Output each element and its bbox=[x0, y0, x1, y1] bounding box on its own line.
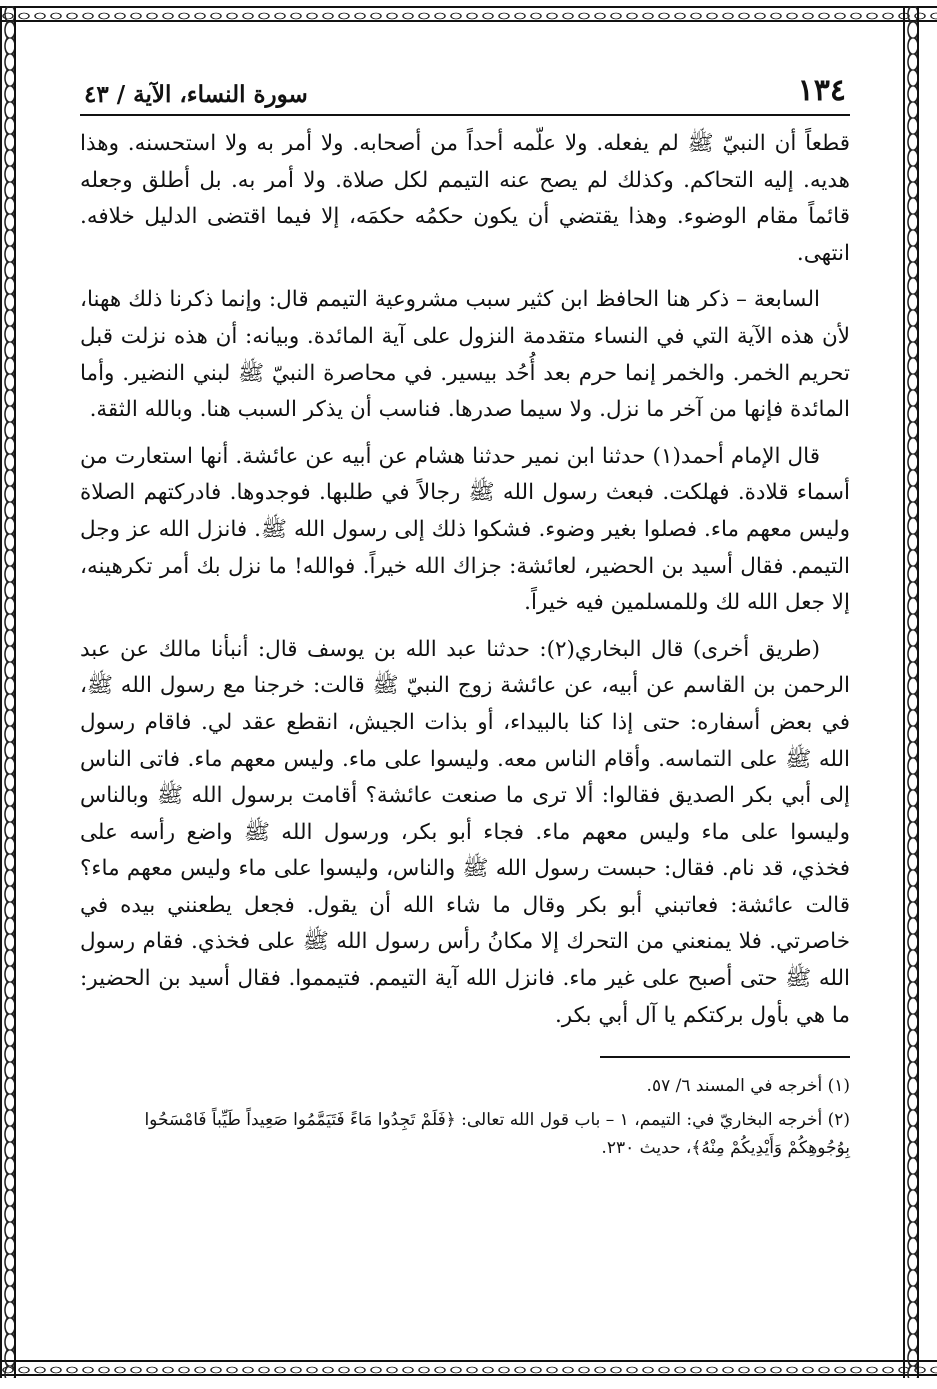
decorative-border-top bbox=[0, 6, 937, 22]
footnote-separator bbox=[600, 1056, 850, 1058]
page-number: ١٣٤ bbox=[797, 73, 846, 108]
main-text bbox=[80, 126, 850, 1034]
paragraph-4: (طريق أخرى) قال البخاري(٢): حدثنا عبد الله بن يوسف قال: أنبأنا مالك عن عبد الرحمن بن القاسم عن أبيه، عن عائشة زوج النبيّ ﷺ قالت: خرجنا مع رسول الله ﷺ، في بعض أسفاره: حتى إذا كنا بالبيداء، أو بذات الجيش، انقطع عقد لي. فاقام رسول الله ﷺ على التماسه. وأقام الناس معه. وليسوا على ماء. وليس معهم ماء. فاتى الناس إلى أبي بكر الصديق فقالوا: ألا ترى ما صنعت عائشة؟ أقامت برسول الله ﷺ وبالناس وليسوا على ماء وليس معهم ماء. فجاء أبو بكر، ورسول الله ﷺ واضع رأسه على فخذي، قد نام. فقال: حبست رسول الله ﷺ والناس، وليسوا على ماء وليس معهم ماء؟ قالت عائشة: فعاتبني أبو بكر وقال ما شاء الله أن يقول. فجعل يطعنني بيده في خاصرتي. فلا يمنعني من التحرك إلا مكانُ رأس رسول الله ﷺ على فخذي. فقام رسول الله ﷺ حتى أصبح على غير ماء. فانزل الله آية التيمم. فتيمموا. فقال أسيد بن الحضير: ما هي بأول بركتكم يا آل أبي بكر. bbox=[80, 636, 851, 1028]
decorative-border-bottom bbox=[0, 1360, 937, 1376]
page-header bbox=[80, 58, 850, 116]
footnote-1: (١) أخرجه في المسند ٦/ ٥٧. bbox=[646, 1076, 850, 1097]
paragraph-1: قطعاً أن النبيّ ﷺ لم يفعله. ولا علّمه أحداً من أصحابه. ولا أمر به ولا استحسنه. وهذا هديه. إليه التحاكم. وكذلك لم يصح عنه التيمم لكل صلاة. ولا أمر به. بل أطلق وجعله قائماً مقام الوضوء. وهذا يقتضي أن يكون حكمُه حكمَه، إلا فيما اقتضى الدليل خلافه. انتهى. bbox=[80, 131, 850, 266]
running-title: سورة النساء، الآية / ٤٣ bbox=[84, 81, 308, 108]
page-content bbox=[80, 58, 850, 1168]
paragraph-2: السابعة – ذكر هنا الحافظ ابن كثير سبب مشروعية التيمم قال: وإنما ذكرنا ذلك ههنا، لأن هذه الآية التي في النساء متقدمة النزول على آية المائدة. وبيانه: أن هذه نزلت قبل تحريم الخمر. والخمر إنما حرم بعد أُحُد بيسير. في محاصرة النبيّ ﷺ لبني النضير. وأما المائدة فإنها من آخر ما نزل. ولا سيما صدرها. فناسب أن يذكر السبب هنا. وبالله الثقة. bbox=[80, 287, 850, 423]
footnotes bbox=[80, 1072, 850, 1162]
footnote-2: (٢) أخرجه البخاريّ في: التيمم، ١ – باب قول الله تعالى: ﴿فَلَمْ تَجِدُوا مَاءً فَتَيَمَّمُوا صَعِيداً طَيِّباً فَامْسَحُوا بِوُجُوهِكُمْ وَأَيْدِيكُمْ مِنْهُ﴾، حديث ٢٣٠. bbox=[144, 1110, 850, 1159]
paragraph-3: قال الإمام أحمد(١) حدثنا ابن نمير حدثنا هشام عن أبيه عن عائشة. أنها استعارت من أسماء قلادة. فهلكت. فبعث رسول الله ﷺ رجالاً في طلبها. فوجدوها. فادركتهم الصلاة وليس معهم ماء. فصلوا بغير وضوء. فشكوا ذلك إلى رسول الله ﷺ. فانزل الله عز وجل التيمم. فقال أسيد بن الحضير، لعائشة: جزاك الله خيراً. فوالله! ما نزل بك أمر تكرهينه، إلا جعل الله لك وللمسلمين فيه خيراً. bbox=[80, 443, 850, 616]
decorative-border-right bbox=[903, 6, 919, 1378]
decorative-border-left bbox=[0, 6, 16, 1378]
